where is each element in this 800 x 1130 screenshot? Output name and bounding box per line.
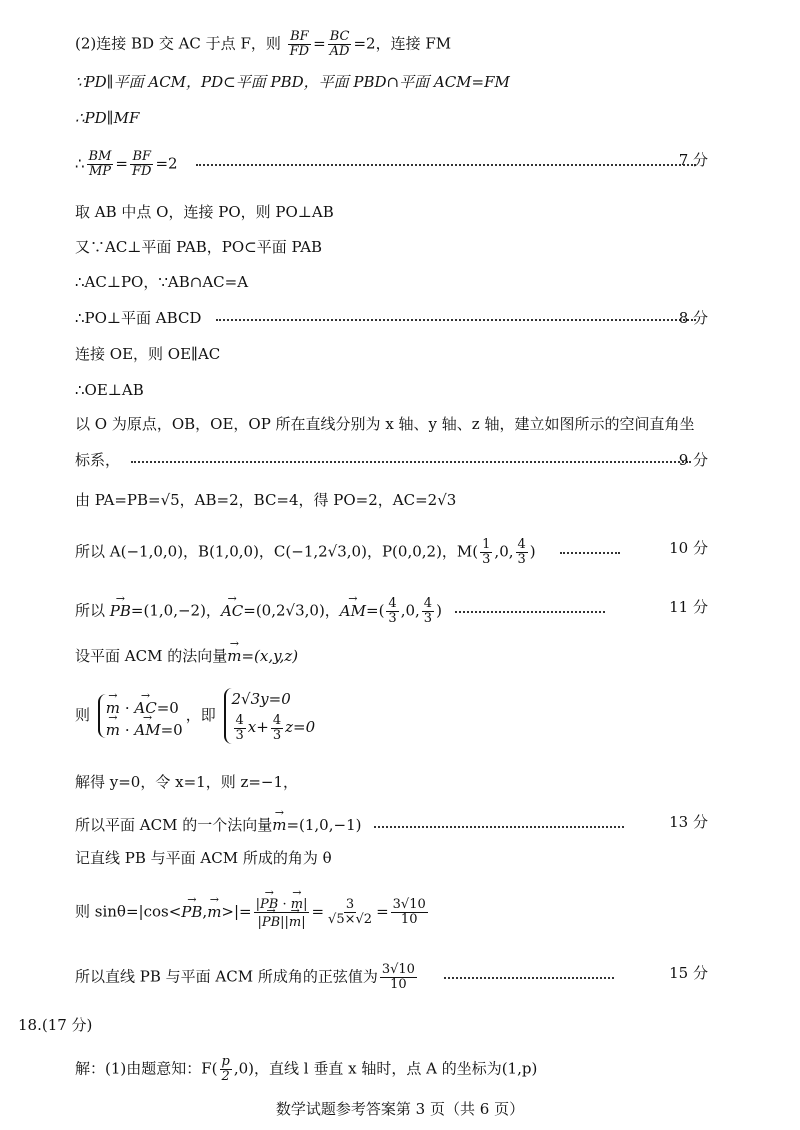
text: 所以 A(−1,0,0)，B(1,0,0)，C(−1,2√3,0)，P(0,0,2)，M( <box>75 542 479 561</box>
num: BF <box>132 149 152 164</box>
num: 4 <box>423 596 433 611</box>
solution-line: 又∵AC⊥平面 PAB，PO⊂平面 PAB <box>75 238 323 256</box>
den: 3 <box>517 552 526 567</box>
fraction <box>326 898 374 927</box>
page-footer: 数学试题参考答案第 3 页（共 6 页） <box>275 1100 525 1118</box>
fraction <box>386 597 398 626</box>
vector-ac: → AC <box>134 694 156 719</box>
op: · <box>124 721 130 739</box>
fraction <box>220 1055 232 1084</box>
text: z=0 <box>285 718 316 736</box>
fraction <box>234 714 246 743</box>
solution-line: (2)连接 BD 交 AC 于点 F，则 $\frac{BF}{FD}$ = $\frac{BC}{AD}$ =2，连接 FM <box>75 29 452 59</box>
leader-dots <box>131 460 691 463</box>
text: = <box>376 902 389 921</box>
text: ,0, <box>400 601 420 620</box>
text: ) <box>436 601 442 620</box>
text: ,0, <box>494 542 514 561</box>
den: 3 <box>388 611 397 626</box>
solution-line: ∴ $\frac{BM}{MP}$ = $\frac{BF}{FD}$ =2 7 分 <box>75 149 708 179</box>
eq-row <box>106 716 183 738</box>
fraction <box>480 538 492 567</box>
text: 标系， <box>75 451 121 469</box>
solution-line <box>75 308 760 328</box>
solution-line: 由 PA=PB=√5，AB=2，BC=4，得 PO=2，AC=2√3 <box>75 491 457 509</box>
vector-pb: → PB <box>110 598 131 621</box>
text: ) <box>529 542 536 561</box>
vector-ac: → AC <box>221 598 243 621</box>
system-right <box>224 688 316 744</box>
solution-line <box>75 643 760 666</box>
num: BM <box>88 149 112 164</box>
text: =(1,0,−1) <box>286 816 362 834</box>
solution-line <box>75 538 760 567</box>
text: >|= <box>221 902 252 921</box>
num: BF <box>290 29 309 44</box>
den: AD <box>329 44 350 59</box>
text: =2，连接 FM <box>353 34 452 53</box>
text: ，即 <box>185 706 216 724</box>
text: =(1,0,−2)， <box>130 601 221 620</box>
solution-line <box>75 812 760 835</box>
num: 4 <box>272 712 282 728</box>
score: 11 分 <box>669 598 708 616</box>
fraction <box>391 898 428 927</box>
vector-m: → m <box>207 899 221 922</box>
score: 10 分 <box>669 539 708 557</box>
num: 4 <box>517 537 526 552</box>
fraction <box>422 597 434 626</box>
leader-dots <box>374 825 624 828</box>
solution-line <box>75 450 760 470</box>
vector-pb: → PB <box>262 913 280 930</box>
vector-am: → AM <box>134 716 160 741</box>
text: 所以平面 ACM 的一个法向量 <box>75 816 273 834</box>
score: 8 分 <box>678 309 708 327</box>
fraction <box>87 150 114 179</box>
den: |→ PB||→ m| <box>255 913 307 930</box>
solution-line <box>75 1055 760 1084</box>
score: 13 分 <box>669 813 708 831</box>
text: x+ <box>247 718 269 736</box>
leader-dots <box>216 318 696 321</box>
text: ∴PO⊥平面 ABCD <box>75 309 202 327</box>
fraction <box>254 895 310 930</box>
solution-line: ∴PD∥MF <box>75 109 140 127</box>
num: 1 <box>482 537 491 552</box>
score: 9 分 <box>678 451 708 469</box>
leader-dots <box>560 551 620 554</box>
question-number: 18.(17 分) <box>18 1016 93 1034</box>
fraction <box>130 150 153 179</box>
equation-system <box>75 688 760 744</box>
text: =0 <box>160 721 183 739</box>
leader-dots <box>455 610 605 613</box>
den: 3 <box>272 727 282 743</box>
solution-line: ∴AC⊥PO，∵AB∩AC=A <box>75 273 249 291</box>
text: 解：(1)由题意知：F( <box>75 1059 218 1078</box>
text: =(x,y,z) <box>241 647 299 665</box>
text: ∴ <box>75 154 85 173</box>
eq-row <box>232 710 316 744</box>
solution-line: 取 AB 中点 O，连接 PO，则 PO⊥AB <box>75 203 334 221</box>
solution-line: ∵PD∥平面 ACM，PD⊂平面 PBD，平面 PBD∩平面 ACM=FM <box>75 73 510 91</box>
den: √5×√2 <box>328 912 373 927</box>
vector-m: → m <box>106 694 120 719</box>
leader-dots <box>196 163 696 166</box>
vector-m: → m <box>106 716 120 741</box>
solution-line: 解得 y=0，令 x=1，则 z=−1， <box>75 773 299 791</box>
vector-m: → m <box>291 895 303 912</box>
text: 则 <box>75 706 91 724</box>
solution-line <box>75 963 760 992</box>
text: , <box>202 902 208 921</box>
text: = <box>311 902 325 921</box>
text: 则 sinθ=|cos< <box>75 902 182 921</box>
num: BC <box>329 29 350 44</box>
score: 7 分 <box>678 151 708 169</box>
num: 3√10 <box>392 897 426 912</box>
op: · <box>124 699 130 717</box>
den: 2 <box>221 1069 230 1084</box>
num: 3√10 <box>381 962 415 977</box>
fraction <box>288 30 311 59</box>
score: 15 分 <box>669 964 708 982</box>
vector-m: → m <box>227 643 241 666</box>
den: 10 <box>400 912 418 927</box>
text: 设平面 ACM 的法向量 <box>75 647 228 665</box>
text: =0 <box>156 699 179 717</box>
text: =2 <box>155 154 178 173</box>
text: =( <box>366 601 385 620</box>
solution-line <box>75 895 760 930</box>
num: |→ PB · → m| <box>254 895 310 913</box>
text: 所以直线 PB 与平面 ACM 所成角的正弦值为 <box>75 967 378 986</box>
den: 10 <box>390 977 407 992</box>
text: ,0)，直线 l 垂直 x 轴时，点 A 的坐标为(1,p) <box>233 1059 538 1078</box>
solution-line: 记直线 PB 与平面 ACM 所成的角为 θ <box>75 849 332 867</box>
fraction <box>328 30 352 59</box>
num: p <box>221 1054 230 1069</box>
system-left <box>98 694 183 738</box>
solution-line: 以 O 为原点，OB，OE，OP 所在直线分别为 x 轴、y 轴、z 轴，建立如图所示的空间直角坐 <box>75 415 695 433</box>
text: 所以 <box>75 601 106 620</box>
fraction <box>380 963 417 992</box>
den: FD <box>289 44 310 59</box>
den: MP <box>88 164 112 179</box>
vector-pb: → PB <box>181 899 202 922</box>
solution-line: 连接 OE，则 OE∥AC <box>75 345 221 363</box>
vector-m: → m <box>289 913 301 930</box>
solution-line: ∴OE⊥AB <box>75 381 144 399</box>
text: (2)连接 BD 交 AC 于点 F，则 <box>75 34 281 53</box>
vector-m: → m <box>272 812 286 835</box>
den: 3 <box>235 727 244 743</box>
eq-row: 2√3y=0 <box>231 690 291 708</box>
op: · <box>282 897 287 912</box>
den: 3 <box>423 611 433 626</box>
fraction <box>271 714 283 743</box>
vector-am: → AM <box>340 598 366 621</box>
solution-line <box>75 597 760 626</box>
text: =(0,2√3,0)， <box>243 601 340 620</box>
fraction <box>516 538 528 567</box>
num: 4 <box>388 596 397 611</box>
den: 3 <box>482 552 491 567</box>
num: 3 <box>345 897 355 912</box>
den: FD <box>132 164 152 179</box>
vector-pb: → PB <box>260 895 278 912</box>
leader-dots <box>444 976 614 979</box>
num: 4 <box>235 712 244 728</box>
